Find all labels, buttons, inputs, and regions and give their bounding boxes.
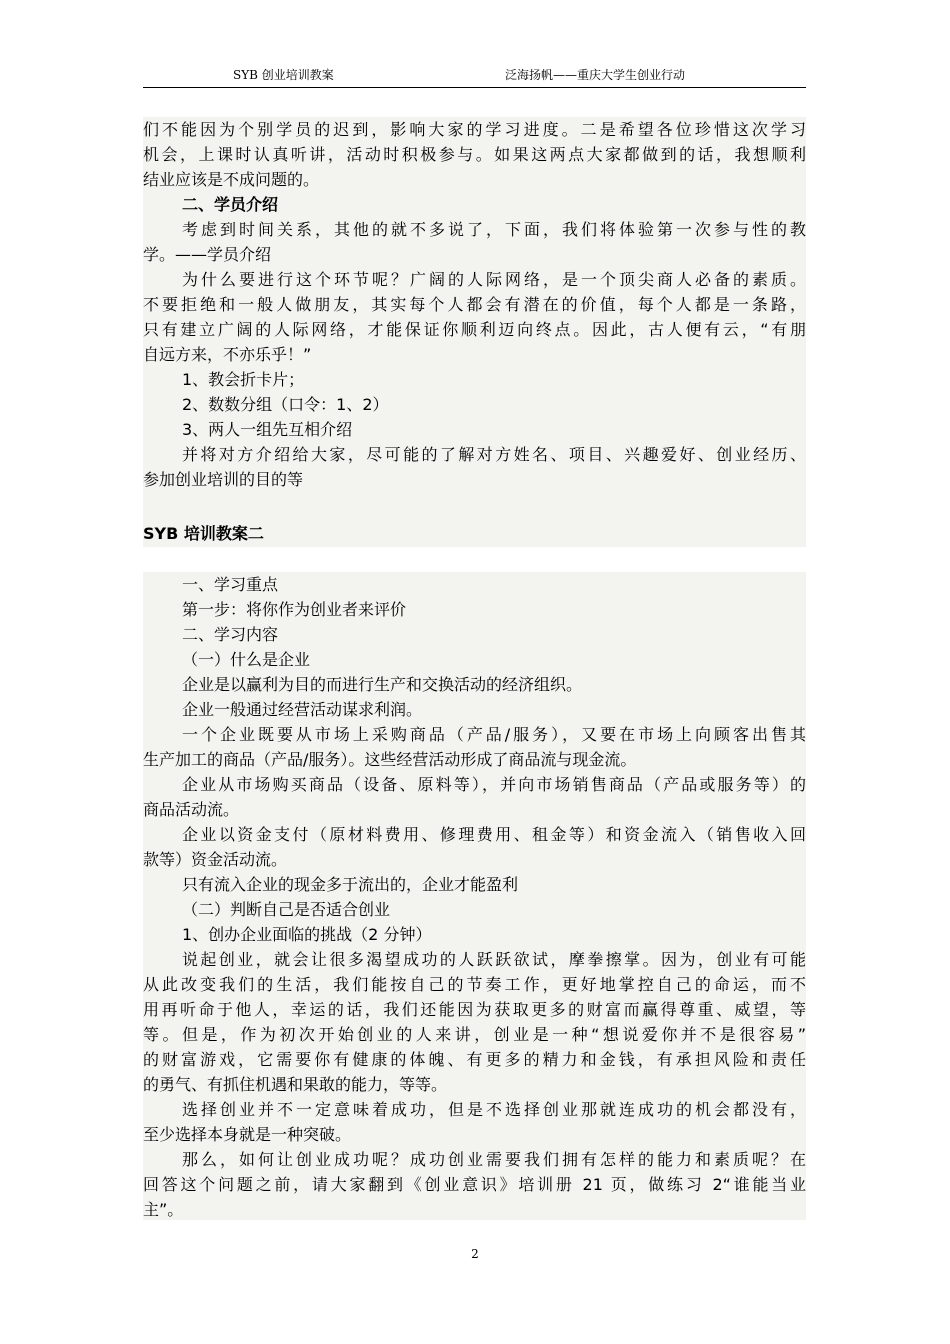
text-line: 用再听命于他人，幸运的话，我们还能因为获取更多的财富而赢得尊重、威望，等 xyxy=(143,1000,806,1019)
text-line: 考虑到时间关系，其他的就不多说了，下面，我们将体验第一次参与性的教 xyxy=(182,220,806,239)
text-line: 选择创业并不一定意味着成功，但是不选择创业那就连成功的机会都没有， xyxy=(182,1100,806,1119)
text-line: 款等）资金活动流。 xyxy=(143,850,288,869)
text-line: 等。但是，作为初次开始创业的人来讲，创业是一种“想说爱你并不是很容易” xyxy=(143,1025,806,1044)
text-line: 的勇气、有抓住机遇和果敢的能力，等等。 xyxy=(143,1075,448,1094)
section-heading: 二、学员介绍 xyxy=(182,195,279,214)
text-line: 为什么要进行这个环节呢？广阔的人际网络，是一个顶尖商人必备的素质。 xyxy=(182,270,806,289)
list-item: 3、两人一组先互相介绍 xyxy=(182,420,353,439)
section-title: SYB 培训教案二 xyxy=(143,524,264,543)
text-line: 只有建立广阔的人际网络，才能保证你顺利迈向终点。因此，古人便有云，“有朋 xyxy=(143,320,806,339)
text-line: 那么，如何让创业成功呢？成功创业需要我们拥有怎样的能力和素质呢？在 xyxy=(182,1150,806,1169)
header-right-text: 泛海扬帆——重庆大学生创业行动 xyxy=(505,68,686,82)
text-line: 主”。 xyxy=(143,1200,184,1219)
text-line: 学。——学员介绍 xyxy=(143,245,272,264)
text-line: 的财富游戏，它需要你有健康的体魄、有更多的精力和金钱，有承担风险和责任 xyxy=(143,1050,806,1069)
text-block-1 xyxy=(143,117,806,547)
header-divider xyxy=(143,87,806,88)
text-line: 生产加工的商品（产品/服务）。这些经营活动形成了商品流与现金流。 xyxy=(143,750,637,769)
text-line: 们不能因为个别学员的迟到，影响大家的学习进度。二是希望各位珍惜这次学习 xyxy=(143,120,806,139)
text-line: 一个企业既要从市场上采购商品（产品/服务），又要在市场上向顾客出售其 xyxy=(182,725,806,744)
text-line: 企业一般通过经营活动谋求利润。 xyxy=(182,700,423,719)
text-line: 结业应该是不成问题的。 xyxy=(143,170,320,189)
text-line: 参加创业培训的目的等 xyxy=(143,470,304,489)
text-line: 只有流入企业的现金多于流出的，企业才能盈利 xyxy=(182,875,519,894)
text-line: 从此改变我们的生活，我们能按自己的节奏工作，更好地掌控自己的命运，而不 xyxy=(143,975,806,994)
text-line: 一、学习重点 xyxy=(182,575,279,594)
text-line: 商品活动流。 xyxy=(143,800,240,819)
text-line: 至少选择本身就是一种突破。 xyxy=(143,1125,352,1144)
text-line: 企业以资金支付（原材料费用、修理费用、租金等）和资金流入（销售收入回 xyxy=(182,825,806,844)
text-line: 自远方来，不亦乐乎！” xyxy=(143,345,312,364)
text-line: 并将对方介绍给大家，尽可能的了解对方姓名、项目、兴趣爱好、创业经历、 xyxy=(182,445,806,464)
text-line: 回答这个问题之前，请大家翻到《创业意识》培训册 21 页，做练习 2“谁能当业 xyxy=(143,1175,806,1194)
page-header xyxy=(143,66,806,86)
text-line: （二）判断自己是否适合创业 xyxy=(182,900,391,919)
text-line: 企业从市场购买商品（设备、原料等），并向市场销售商品（产品或服务等）的 xyxy=(182,775,806,794)
text-line: （一）什么是企业 xyxy=(182,650,311,669)
list-item: 2、数数分组（口令：1、2） xyxy=(182,395,389,414)
text-line: 机会，上课时认真听讲，活动时积极参与。如果这两点大家都做到的话，我想顺利 xyxy=(143,145,806,164)
text-line: 不要拒绝和一般人做朋友，其实每个人都会有潜在的价值，每个人都是一条路， xyxy=(143,295,806,314)
header-left-text: SYB 创业培训教案 xyxy=(233,68,334,82)
text-line: 说起创业，就会让很多渴望成功的人跃跃欲试，摩拳擦掌。因为，创业有可能 xyxy=(182,950,806,969)
text-line: 企业是以赢利为目的而进行生产和交换活动的经济组织。 xyxy=(182,675,583,694)
list-item: 1、教会折卡片； xyxy=(182,370,305,389)
text-line: 第一步：将你作为创业者来评价 xyxy=(182,600,407,619)
text-line: 1、创办企业面临的挑战（2 分钟） xyxy=(182,925,432,944)
page-number: 2 xyxy=(471,1247,479,1261)
text-line: 二、学习内容 xyxy=(182,625,279,644)
text-block-2 xyxy=(143,572,806,1220)
